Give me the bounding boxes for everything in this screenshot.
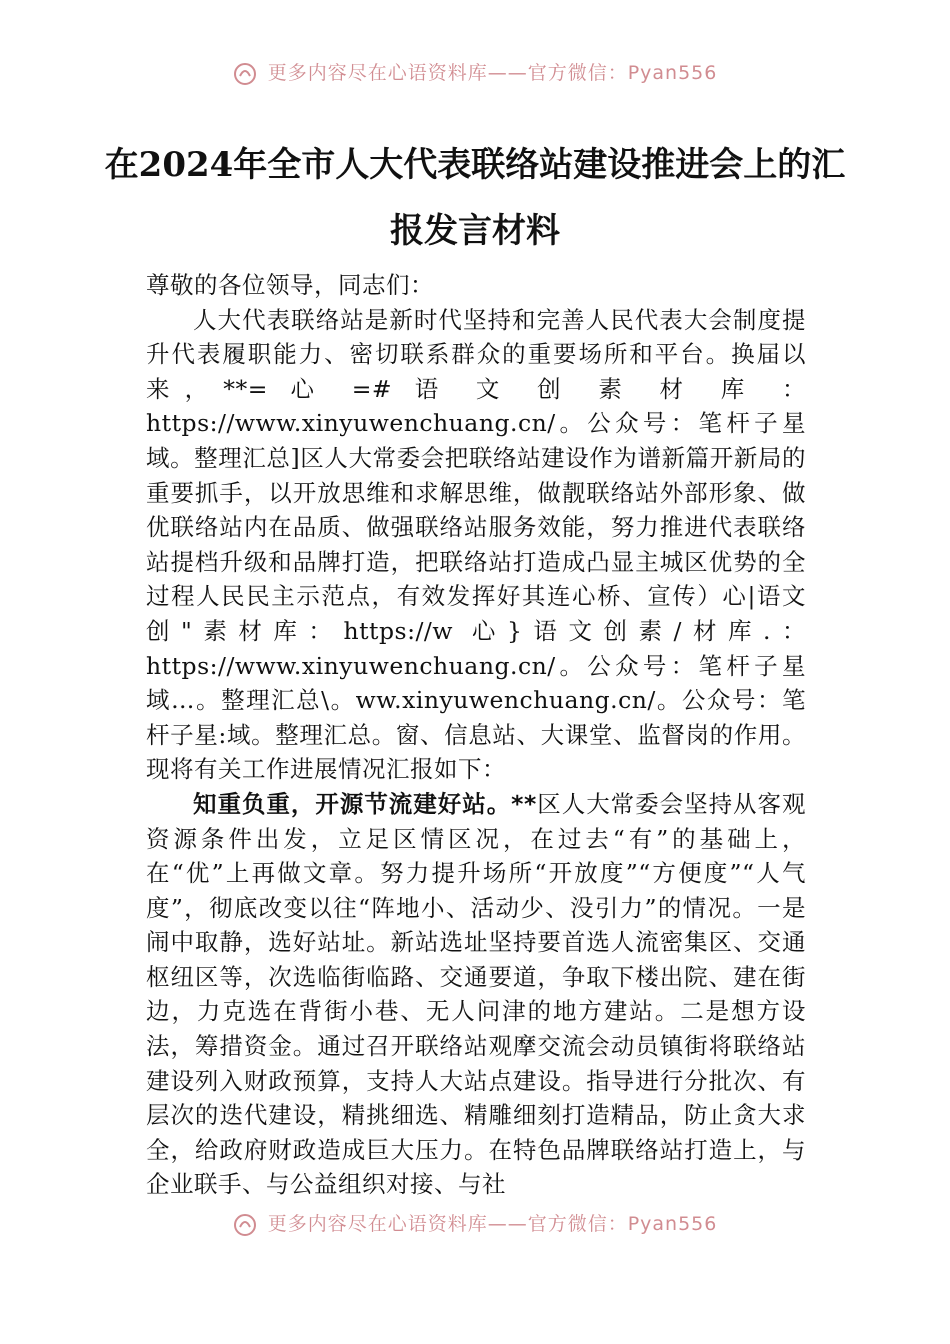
document-body	[146, 268, 806, 1202]
paragraph-section-1	[146, 787, 806, 1202]
watermark-logo-icon	[233, 1213, 257, 1237]
section-1-heading: 知重负重，开源节流建好站。**	[193, 789, 537, 818]
watermark-text: 更多内容尽在心语资料库——官方微信：Pyan556	[267, 1213, 718, 1235]
footer-watermark	[0, 1209, 950, 1237]
salutation: 尊敬的各位领导，同志们：	[146, 271, 434, 299]
watermark-text: 更多内容尽在心语资料库——官方微信：Pyan556	[267, 62, 718, 84]
section-1-body: 区人大常委会坚持从客观资源条件出发，立足区情区况，在过去“有”的基础上，在“优”上再做文章。努力提升场所“开放度”“方便度”“人气度”，彻底改变以往“阵地小、活动少、没引力”的情况。一是闹中取静，选好站址。新站选址坚持要首选人流密集区、交通枢纽区等，次选临街临路、交通要道，争取下楼出院、建在街边，力克选在背街小巷、无人问津的地方建站。二是想方设法，筹措资金。通过召开联络站观摩交流会动员镇街将联络站建设列入财政预算，支持人大站点建设。指导进行分批次、有层次的迭代建设，精挑细选、精雕细刻打造精品，防止贪大求全，给政府财政造成巨大压力。在特色品牌联络站打造上，与企业联手、与公益组织对接、与社	[146, 789, 806, 1199]
watermark-logo-icon	[233, 62, 257, 86]
header-watermark	[0, 58, 950, 86]
document-title: 在2024年全市人大代表联络站建设推进会上的汇报发言材料	[104, 145, 846, 251]
paragraph-intro: 人大代表联络站是新时代坚持和完善人民代表大会制度提升代表履职能力、密切联系群众的重要场所和平台。换届以来，**= 心 =# 语 文 创 素 材 库 ：https://www.xinyuwenchuang.cn/。公众号：笔杆子星域。整理汇总]区人大常委会把联络站建设作为谱新篇开新局的重要抓手，以开放思维和求解思维，做靓联络站外部形象、做优联络站内在品质、做强联络站服务效能，努力推进代表联络站提档升级和品牌打造，把联络站打造成凸显主城区优势的全过程人民民主示范点，有效发挥好其连心桥、宣传）心|语文创"素材库：https://w 心}语文创素/材库.：https://www.xinyuwenchuang.cn/。公众号：笔杆子星域…。整理汇总\。ww.xinyuwenchuang.cn/。公众号：笔杆子星:域。整理汇总。窗、信息站、大课堂、监督岗的作用。现将有关工作进展情况汇报如下：	[146, 305, 806, 784]
